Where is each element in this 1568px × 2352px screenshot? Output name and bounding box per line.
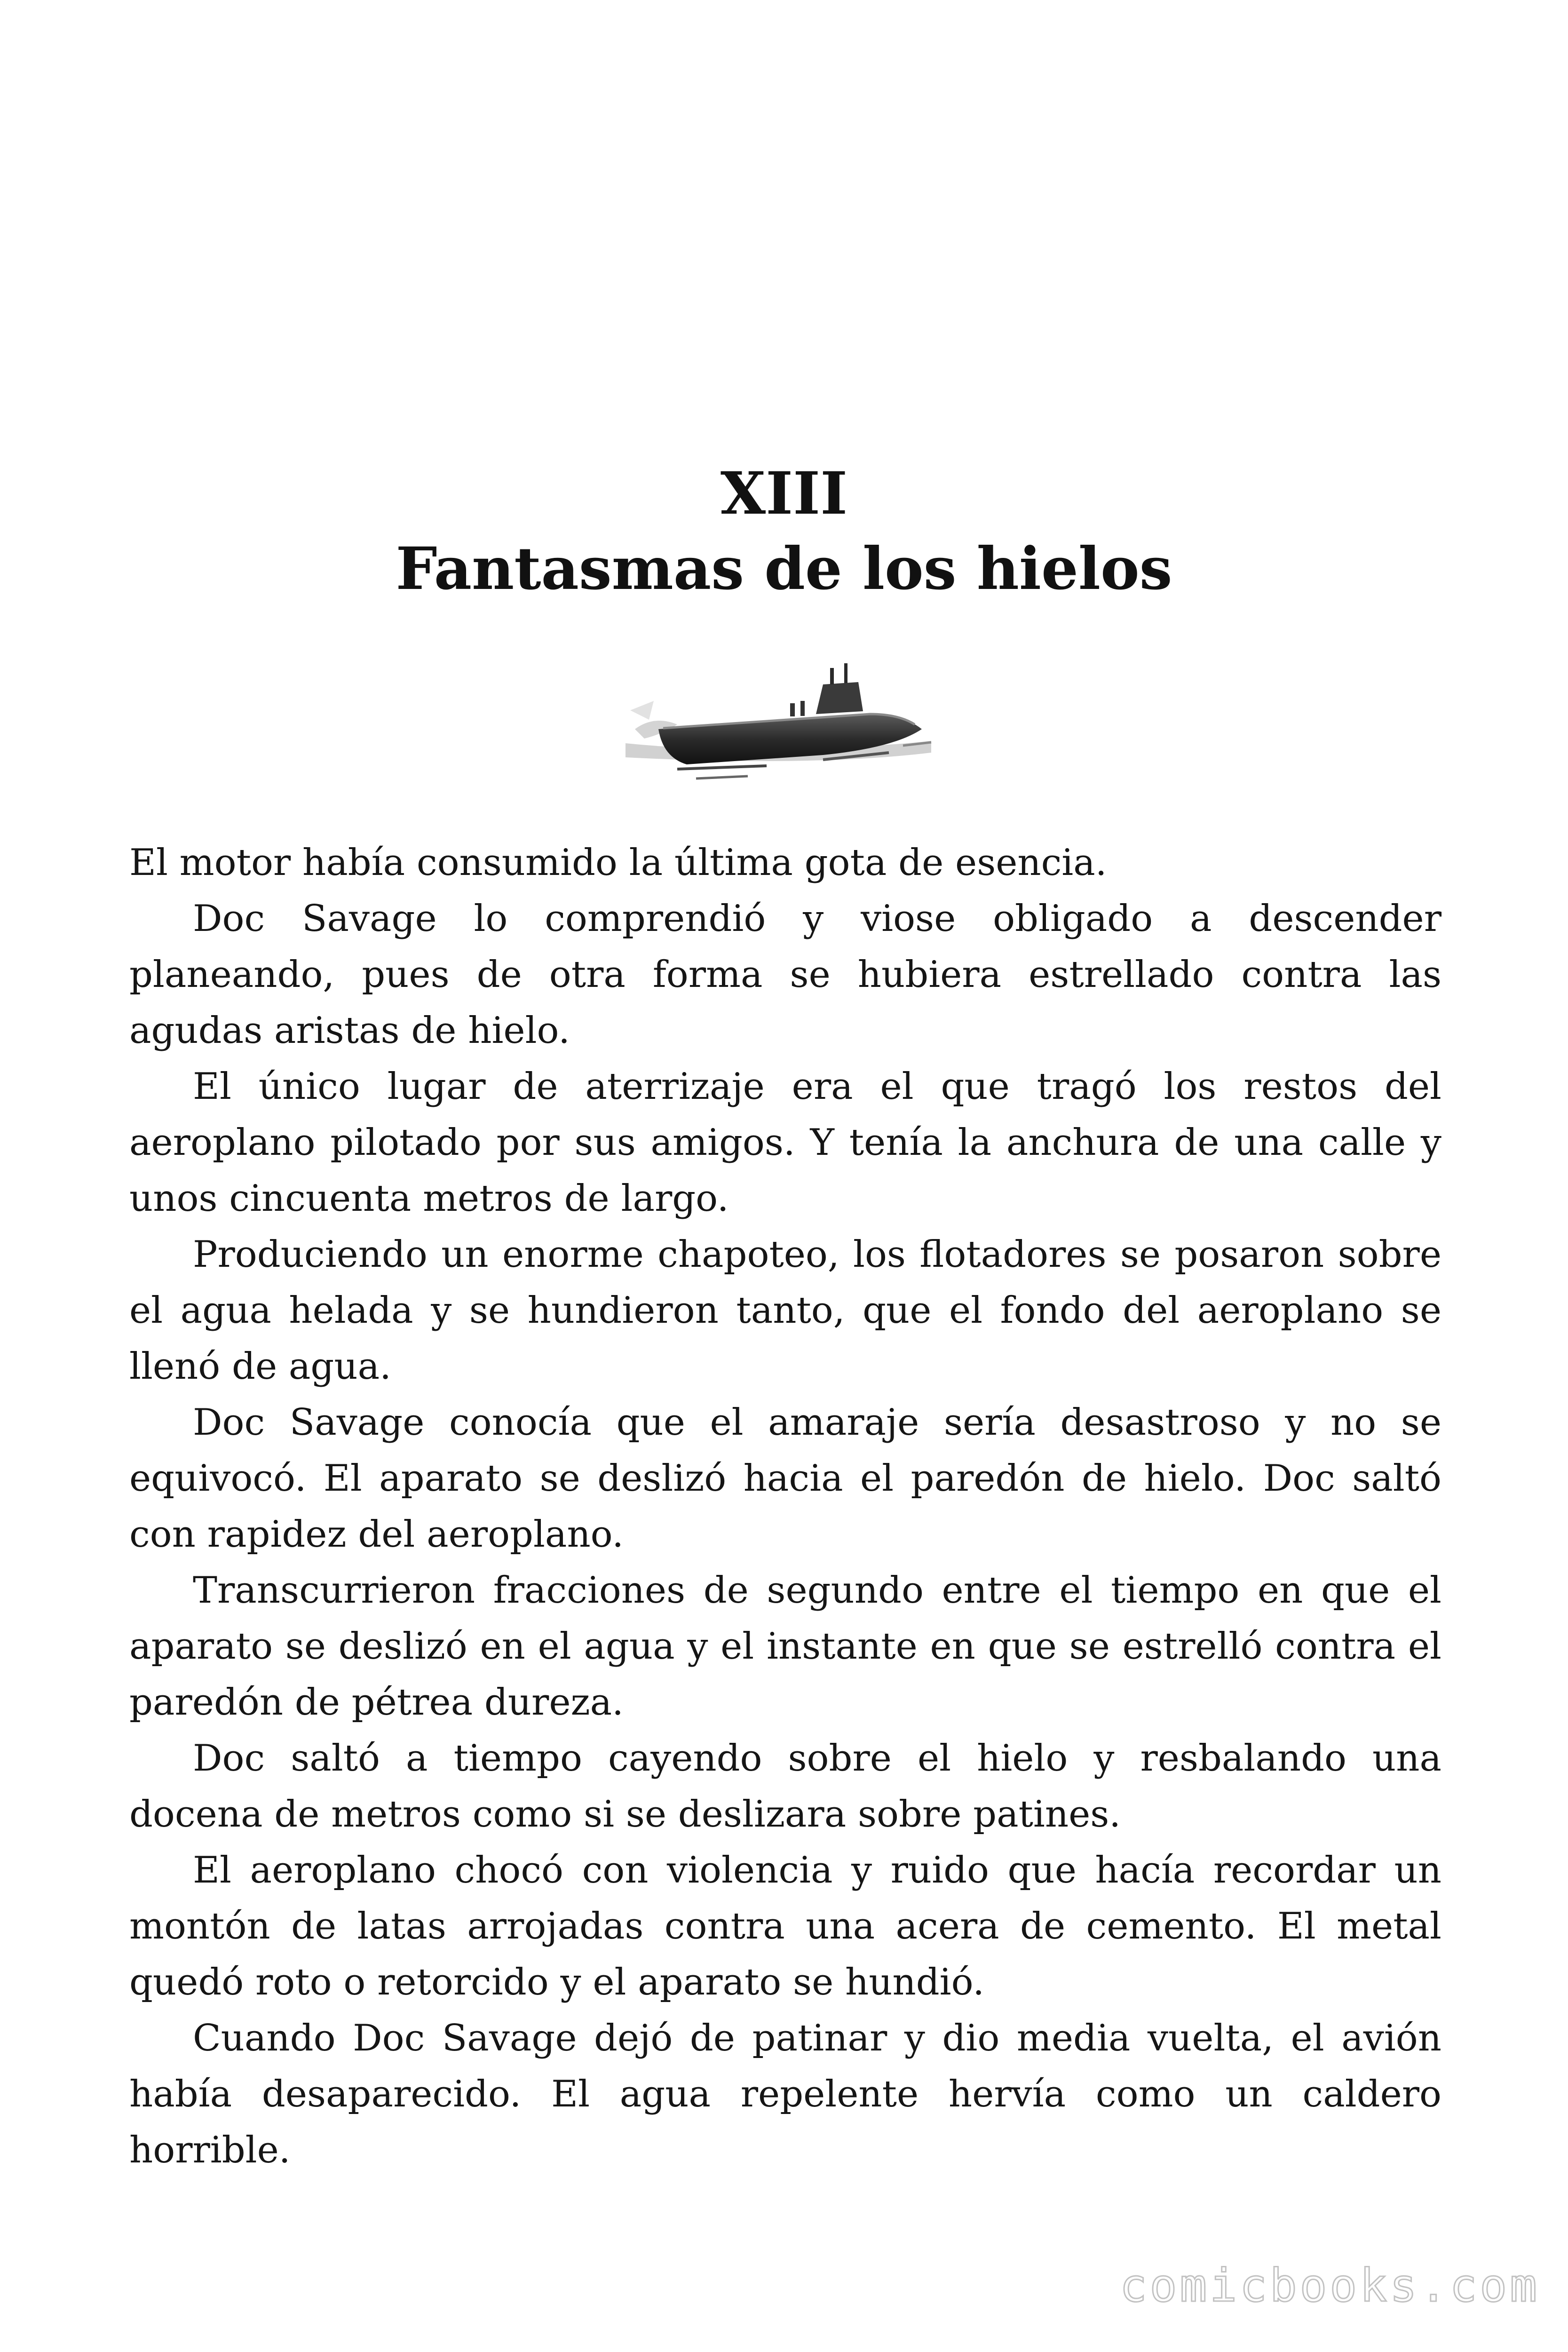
submarine-illustration-icon xyxy=(626,659,936,800)
paragraph-3: El único lugar de aterrizaje era el que tragó los restos del aeroplano pilotado por sus amigos. Y tenía la anchura de una calle y unos cincuenta metros de largo. xyxy=(129,1065,1441,1220)
chapter-text xyxy=(129,835,1441,2178)
site-watermark: comicbooks.com xyxy=(1119,2259,1540,2312)
paragraph-4: Produciendo un enorme chapoteo, los flotadores se posaron sobre el agua helada y se hundieron tanto, que el fondo del aeroplano se llenó de agua. xyxy=(129,1233,1441,1388)
chapter-number: XIII xyxy=(720,460,848,528)
paragraph-8: El aeroplano chocó con violencia y ruido que hacía recordar un montón de latas arrojadas contra una acera de cemento. El metal quedó roto o retorcido y el aparato se hundió. xyxy=(129,1849,1441,2003)
paragraph-1: El motor había consumido la última gota de esencia. xyxy=(129,842,1107,884)
chapter-title: Fantasmas de los hielos xyxy=(396,535,1172,603)
paragraph-2: Doc Savage lo comprendió y viose obligado a descender planeando, pues de otra forma se hubiera estrellado contra las agudas aristas de hielo. xyxy=(129,898,1441,1052)
paragraph-9: Cuando Doc Savage dejó de patinar y dio media vuelta, el avión había desaparecido. El agua repelente hervía como un caldero horrible. xyxy=(129,2017,1441,2171)
paragraph-6: Transcurrieron fracciones de segundo entre el tiempo en que el aparato se deslizó en el agua y el instante en que se estrelló contra el paredón de pétrea dureza. xyxy=(129,1569,1441,1724)
paragraph-7: Doc saltó a tiempo cayendo sobre el hielo y resbalando una docena de metros como si se deslizara sobre patines. xyxy=(129,1737,1441,1836)
paragraph-5: Doc Savage conocía que el amaraje sería desastroso y no se equivocó. El aparato se deslizó hacia el paredón de hielo. Doc saltó con rapidez del aeroplano. xyxy=(129,1401,1441,1556)
